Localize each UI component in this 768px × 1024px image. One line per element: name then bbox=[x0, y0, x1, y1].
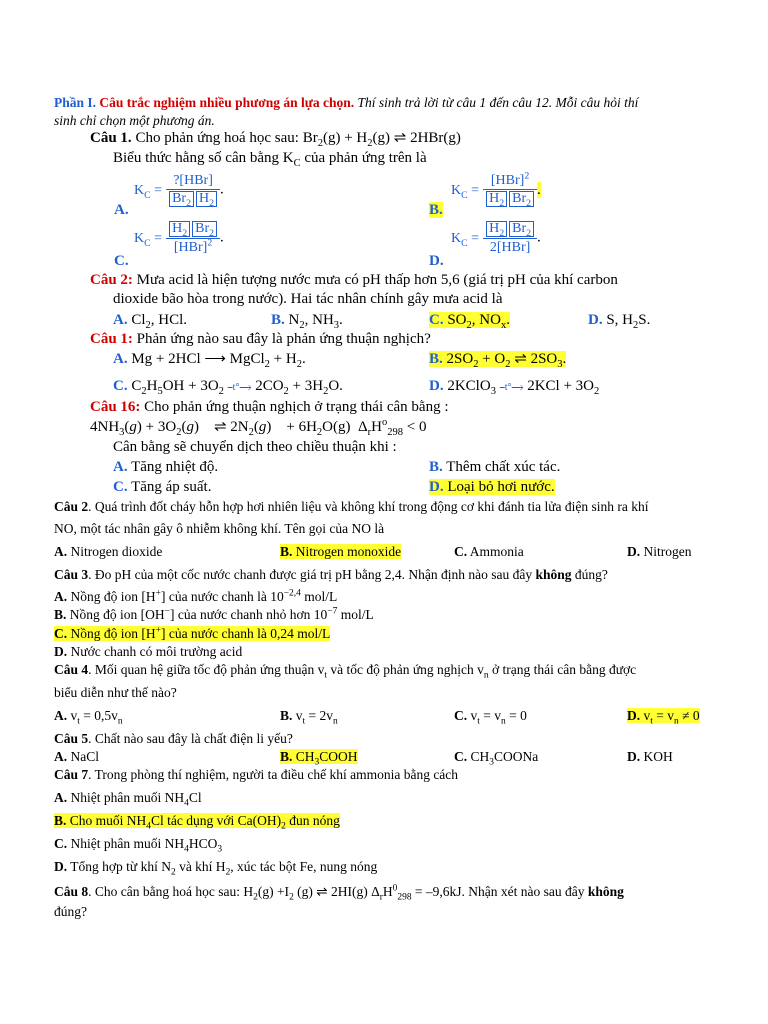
q4-equation: $4NH_3(g) + 3O_2(g)$ ⇌ $2N_2(g)$ + $6H_2O(g) \Delta_rH^o_{298} < 0$ bbox=[90, 417, 427, 438]
q8-option-d[interactable]: D. KOH bbox=[627, 749, 673, 764]
q3-option-a[interactable]: A. Mg + 2HCl ⟶ MgCl$_2$ + $H_2$. bbox=[113, 351, 306, 370]
q10-stem-line2: đúng? bbox=[54, 904, 87, 919]
q3-option-d[interactable]: D. 2KClO$_3$ ⎯t°⟶ $2KCl + 3O_2$ bbox=[429, 378, 600, 397]
q9-option-b[interactable]: B. Cho muối $NH_4Cl$ tác dụng với $Ca(OH)_2$ đun nóng bbox=[54, 813, 340, 832]
section-header bbox=[54, 94, 638, 111]
q7-option-d[interactable]: D. $v_t = v_n \ne 0$ bbox=[627, 708, 700, 727]
q1-stem-line2: Biểu thức hằng số cân bằng $K_C$ của phản ứng trên là bbox=[113, 150, 427, 169]
q1-option-d-formula: $K_C$ = $\frac{H_2 Br_2}{\text{2[HBr]}}$ . bbox=[451, 221, 541, 255]
q6-option-b[interactable]: B. Nồng độ ion [OH−] của nước chanh nhỏ hơn $10^{-7}$ mol/L bbox=[54, 606, 374, 622]
instruction-line-1: Thí sinh trả lời từ câu 1 đến câu 12. Mỗi câu hỏi thí bbox=[357, 95, 639, 110]
q3-option-b[interactable]: B. $2SO_2 + O_2$ ⇌ $2SO_3$. bbox=[429, 351, 567, 370]
q4-stem-line3: Cân bằng sẽ chuyển dịch theo chiều thuận khi : bbox=[113, 439, 397, 455]
q1-option-a-label[interactable]: A. bbox=[114, 202, 129, 218]
q4-option-b[interactable]: B. Thêm chất xúc tác. bbox=[429, 459, 561, 475]
q7-option-a[interactable]: A. $v_t = 0,5v_n$ bbox=[54, 708, 123, 727]
q6-option-c[interactable]: C. Nồng độ ion [H+] của nước chanh là 0,24 mol/L bbox=[54, 625, 331, 641]
q1-option-c-label[interactable]: C. bbox=[114, 253, 129, 269]
q2-option-c[interactable]: C. $SO_2$, $NO_x$. bbox=[429, 312, 510, 331]
q5-option-b[interactable]: B. Nitrogen monoxide bbox=[280, 544, 402, 559]
q6-option-d[interactable]: D. Nước chanh có môi trường acid bbox=[54, 644, 243, 659]
instruction-line-2: sinh chỉ chọn một phương án. bbox=[54, 113, 215, 128]
q2-option-d[interactable]: D. S, $H_2S$. bbox=[588, 312, 651, 331]
q4-stem: Câu 16: Cho phản ứng thuận nghịch ở trạng thái cân bằng : bbox=[90, 399, 449, 415]
q2-option-a[interactable]: A. $Cl_2$, HCl. bbox=[113, 312, 188, 331]
q4-option-d[interactable]: D. Loại bỏ hơi nước. bbox=[429, 479, 555, 495]
q5-stem: Câu 2. Quá trình đốt cháy hỗn hợp hơi nhiên liệu và không khí trong động cơ khi đánh tia lửa điện sinh ra khí bbox=[54, 499, 649, 514]
q3-stem: Câu 1: Phản ứng nào sau đây là phản ứng thuận nghịch? bbox=[90, 331, 431, 347]
q9-option-d[interactable]: D. Tổng hợp từ khí $N_2$ và khí $H_2$, xúc tác bột Fe, nung nóng bbox=[54, 859, 378, 878]
q7-option-c[interactable]: C. $v_t = v_n = 0$ bbox=[454, 708, 527, 727]
q5-stem-line2: NO, một tác nhân gây ô nhiễm không khí. Tên gọi của NO là bbox=[54, 521, 385, 536]
part-title: Câu trắc nghiệm nhiều phương án lựa chọn. bbox=[99, 95, 355, 110]
q2-stem-line2: dioxide bão hòa trong nước). Hai tác nhân chính gây mưa acid là bbox=[113, 291, 503, 307]
q2-stem: Câu 2: Mưa acid là hiện tượng nước mưa có pH thấp hơn 5,6 (giá trị pH của khí carbon bbox=[90, 272, 618, 288]
q8-option-b[interactable]: B. $CH_3COOH$ bbox=[280, 749, 358, 768]
q8-option-c[interactable]: C. $CH_3COONa$ bbox=[454, 749, 539, 768]
q7-option-b[interactable]: B. $v_t = 2v_n$ bbox=[280, 708, 338, 727]
q1-option-c-formula: $K_C$ = $\frac{H_2 Br_2}{[HBr]^2}$ . bbox=[134, 221, 224, 255]
q9-option-c[interactable]: C. Nhiệt phân muối $NH_4HCO_3$ bbox=[54, 836, 223, 855]
q8-option-a[interactable]: A. NaCl bbox=[54, 749, 99, 764]
q5-option-c[interactable]: C. Ammonia bbox=[454, 544, 524, 559]
q2-option-b[interactable]: B. $N_2$, $NH_3$. bbox=[271, 312, 343, 331]
q4-option-a[interactable]: A. Tăng nhiệt độ. bbox=[113, 459, 219, 475]
q5-option-a[interactable]: A. Nitrogen dioxide bbox=[54, 544, 163, 559]
q1-option-b-label[interactable]: B. bbox=[429, 202, 443, 218]
q5-option-d[interactable]: D. Nitrogen bbox=[627, 544, 692, 559]
q1-option-b-formula: $K_C$ = $\frac{[HBr]^2}{H_2 Br_2}$ . bbox=[451, 170, 541, 209]
q7-stem: Câu 4. Mối quan hệ giữa tốc độ phản ứng thuận $v_t$ và tốc độ phản ứng nghịch $v_n$ ở trạng thái cân bằng được bbox=[54, 662, 637, 681]
part-label: Phần I. bbox=[54, 95, 97, 110]
q8-stem: Câu 5. Chất nào sau đây là chất điện li yếu? bbox=[54, 731, 293, 746]
q4-option-c[interactable]: C. Tăng áp suất. bbox=[113, 479, 212, 495]
q6-stem: Câu 3. Đo pH của một cốc nước chanh được giá trị pH bằng 2,4. Nhận định nào sau đây không đúng? bbox=[54, 567, 608, 582]
q10-stem: Câu 8. Cho cân bằng hoá học sau: $H_2(g) +I_2$ (g) ⇌ 2HI(g) $\Delta_rH^0_{298} = -9,6kJ$. Nhận xét nào sau đây không bbox=[54, 883, 624, 903]
q1-stem: Câu 1. Cho phản ứng hoá học sau: $Br_2(g) + H_2(g)$ ⇌ 2HBr(g) bbox=[90, 130, 461, 149]
q9-option-a[interactable]: A. Nhiệt phân muối $NH_4Cl$ bbox=[54, 790, 202, 809]
q3-option-c[interactable]: C. $C_2H_5OH + 3O_2$ ⎯t°⟶ $2CO_2 + 3H_2O$. bbox=[113, 378, 343, 397]
q9-stem: Câu 7. Trong phòng thí nghiệm, người ta điều chế khí ammonia bằng cách bbox=[54, 767, 459, 782]
q6-option-a[interactable]: A. Nồng độ ion [H+] của nước chanh là $10^{-2,4}$ mol/L bbox=[54, 588, 338, 604]
q1-option-d-label[interactable]: D. bbox=[429, 253, 444, 269]
q1-option-a-formula: $K_C$ = $\frac{\text{?[HBr]}}{Br_2 H_2}$ . bbox=[134, 173, 224, 209]
q7-stem-line2: biểu diễn như thế nào? bbox=[54, 685, 177, 700]
